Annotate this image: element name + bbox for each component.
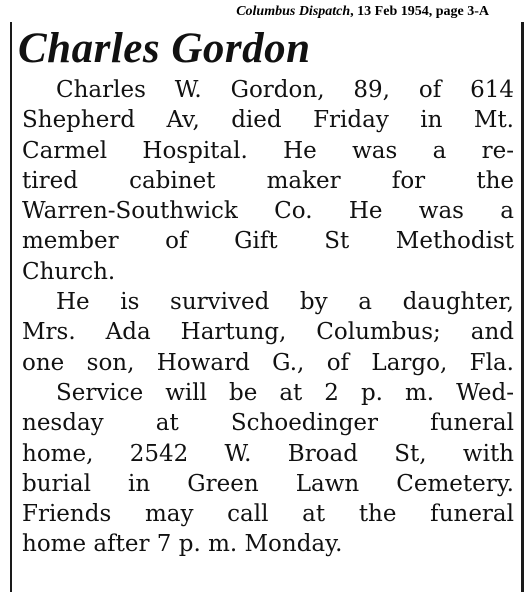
- body-line: Shepherd Av, died Friday in Mt.: [22, 107, 514, 134]
- body-line: Warren-Southwick Co. He was a: [22, 198, 514, 225]
- body-line: Charles W. Gordon, 89, of 614: [56, 77, 514, 103]
- body-line: home, 2542 W. Broad St, with: [22, 440, 514, 467]
- body-line: member of Gift St Methodist: [22, 228, 514, 255]
- body-line: He is survived by a daughter,: [56, 289, 514, 316]
- citation-publication: Columbus Dispatch: [236, 4, 351, 19]
- source-citation: [236, 4, 489, 20]
- citation-details: , 13 Feb 1954, page 3-A: [350, 4, 489, 19]
- body-line: Service will be at 2 p. m. Wed-: [56, 379, 514, 406]
- body-line: Mrs. Ada Hartung, Columbus; and: [22, 319, 514, 346]
- column-rule-left: [10, 22, 12, 592]
- body-line: one son, Howard G., of Largo, Fla.: [22, 349, 514, 376]
- body-line: Carmel Hospital. He was a re-: [22, 137, 514, 164]
- body-line: tired cabinet maker for the: [22, 167, 514, 194]
- body-line: Church.: [22, 258, 116, 285]
- obituary-headline: Charles Gordon: [18, 25, 311, 72]
- body-line: burial in Green Lawn Cemetery.: [22, 470, 514, 497]
- obituary-body: [22, 75, 514, 560]
- body-line: nesday at Schoedinger funeral: [22, 410, 514, 437]
- body-line: Friends may call at the funeral: [22, 501, 514, 528]
- body-line: home after 7 p. m. Monday.: [22, 531, 343, 558]
- column-rule-right: [521, 22, 524, 592]
